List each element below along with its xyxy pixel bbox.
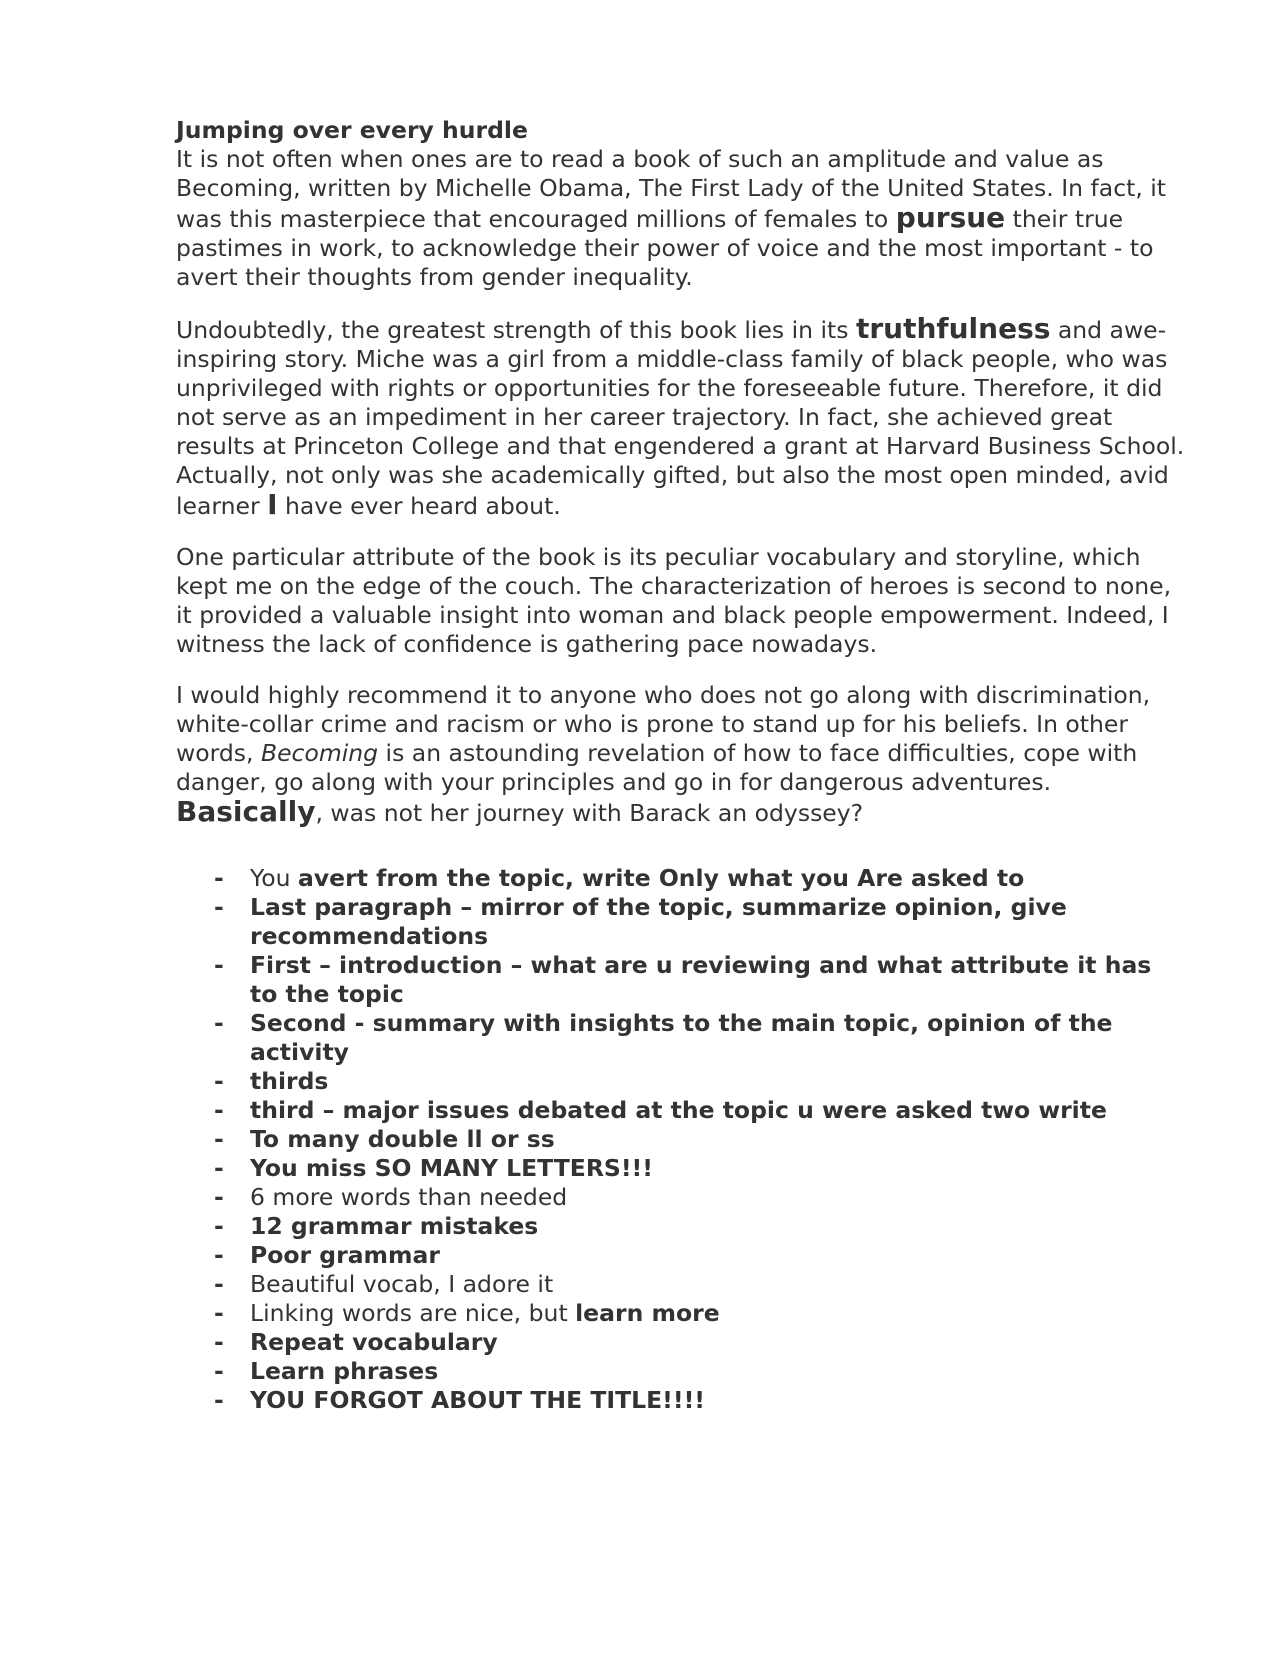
note-item [176, 1009, 1186, 1067]
note-plain-text: 6 more words than needed [250, 1183, 568, 1211]
note-plain-text: Beautiful vocab, I adore it [250, 1270, 554, 1298]
note-item [176, 893, 1186, 951]
note-item [176, 1154, 1186, 1183]
note-item [176, 1328, 1186, 1357]
dash-bullet-icon: - [214, 1357, 224, 1385]
dash-bullet-icon: - [214, 1270, 224, 1298]
dash-bullet-icon: - [214, 1096, 224, 1124]
note-item [176, 951, 1186, 1009]
note-bold-text: thirds [250, 1067, 329, 1095]
note-bold-text: Last paragraph – mirror of the topic, summarize opinion, give recommendations [250, 893, 1067, 950]
note-item [176, 1067, 1186, 1096]
paragraph-1-text: It is not often when ones are to read a book of such an amplitude and value as Becoming, written by Michelle Obama, The First Lady of the United States. In fact, it was this masterpiece that encouraged millions of females to [176, 145, 1167, 233]
note-plain-text: Linking words are nice, but [250, 1299, 576, 1327]
dash-bullet-icon: - [214, 1212, 224, 1240]
note-item [176, 1212, 1186, 1241]
note-item [176, 1241, 1186, 1270]
note-item [176, 1299, 1186, 1328]
note-bold-text: Second - summary with insights to the main topic, opinion of the activity [250, 1009, 1113, 1066]
note-item [176, 1386, 1186, 1415]
note-bold-text: third – major issues debated at the topic u were asked two write [250, 1096, 1107, 1124]
note-plain-text: You [250, 864, 298, 892]
paragraph-2 [176, 314, 1186, 521]
paragraph-2-text-cont: and awe-inspiring story. Miche was a girl from a middle-class family of black people, who was unprivileged with rights or opportunities for the foreseeable future. Therefore, it did not serve as an impediment in her career trajectory. In fact, she achieved great results at Princeton College and that engendered a grant at Harvard Business School. Actually, not only was she academically gifted, but also the most open minded, avid learner [176, 316, 1185, 520]
paragraph-4-text-end: , was not her journey with Barack an odyssey? [315, 799, 864, 827]
note-bold-text: YOU FORGOT ABOUT THE TITLE!!!! [250, 1386, 706, 1414]
emphasized-word-basically: Basically [176, 795, 316, 828]
dash-bullet-icon: - [214, 1125, 224, 1153]
dash-bullet-icon: - [214, 951, 224, 979]
note-bold-text: Poor grammar [250, 1241, 440, 1269]
paragraph-4 [176, 681, 1186, 828]
note-bold-text: To many double ll or ss [250, 1125, 555, 1153]
paragraph-2-text: Undoubtedly, the greatest strength of this book lies in its [176, 316, 856, 344]
note-item [176, 1096, 1186, 1125]
note-bold-text: learn more [575, 1299, 720, 1327]
note-item [176, 1270, 1186, 1299]
emphasized-word-i: I [267, 488, 278, 521]
book-title-italic: Becoming [260, 739, 379, 767]
dash-bullet-icon: - [214, 1067, 224, 1095]
dash-bullet-icon: - [214, 893, 224, 921]
paragraph-3: One particular attribute of the book is its peculiar vocabulary and storyline, which kept me on the edge of the couch. The characterization of heroes is second to none, it provided a valuable insight into woman and black people empowerment. Indeed, I witness the lack of confidence is gathering pace nowadays. [176, 543, 1172, 658]
note-bold-text: First – introduction – what are u reviewing and what attribute it has to the topic [250, 951, 1152, 1008]
paragraph-1 [176, 145, 1186, 292]
note-bold-text: Learn phrases [250, 1357, 439, 1385]
paragraph-4-text-cont: is an astounding revelation of how to face difficulties, cope with danger, go along with your principles and go in for dangerous adventures. [176, 739, 1138, 796]
emphasized-word-truthfulness: truthfulness [855, 312, 1051, 345]
paragraph-4-text: I would highly recommend it to anyone who does not go along with discrimination, white-collar crime and racism or who is prone to stand up for his beliefs. In other words, [176, 681, 1151, 767]
teacher-notes-list [176, 864, 1186, 1415]
dash-bullet-icon: - [214, 864, 224, 892]
note-bold-text: 12 grammar mistakes [250, 1212, 539, 1240]
note-item [176, 1125, 1186, 1154]
dash-bullet-icon: - [214, 1241, 224, 1269]
note-item [176, 1183, 1186, 1212]
paragraph-1-text-cont: their true pastimes in work, to acknowledge their power of voice and the most important - to avert their thoughts from gender inequality. [176, 205, 1154, 291]
dash-bullet-icon: - [214, 1386, 224, 1414]
dash-bullet-icon: - [214, 1299, 224, 1327]
note-bold-text: Repeat vocabulary [250, 1328, 498, 1356]
note-item [176, 864, 1186, 893]
emphasized-word-pursue: pursue [895, 201, 1006, 234]
document-page [176, 116, 1186, 1415]
dash-bullet-icon: - [214, 1328, 224, 1356]
note-bold-text: avert from the topic, write Only what you Are asked to [297, 864, 1025, 892]
note-item [176, 1357, 1186, 1386]
dash-bullet-icon: - [214, 1183, 224, 1211]
paragraph-2-text-end: have ever heard about. [277, 492, 561, 520]
document-title: Jumping over every hurdle [176, 116, 528, 144]
dash-bullet-icon: - [214, 1154, 224, 1182]
dash-bullet-icon: - [214, 1009, 224, 1037]
note-bold-text: You miss SO MANY LETTERS!!! [250, 1154, 653, 1182]
